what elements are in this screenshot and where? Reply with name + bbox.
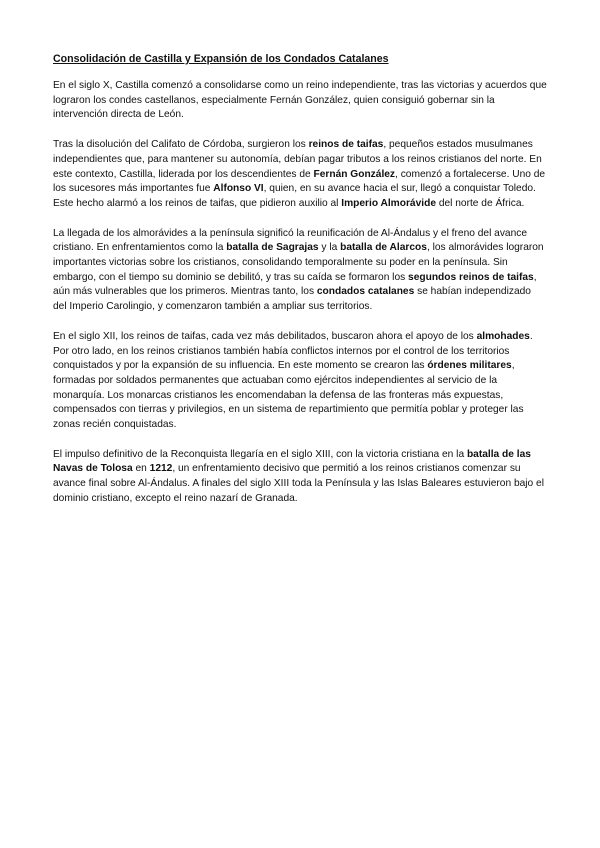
paragraph-text: , aún más vulnerables que los primeros. Mientras tanto, los	[53, 271, 537, 298]
paragraph-text: Tras la disolución del Califato de Córdoba, surgieron los	[53, 139, 309, 151]
paragraph-text: y la	[318, 242, 341, 254]
document-body	[53, 79, 547, 507]
paragraph-text: , comenzó a fortalecerse. Uno de los sucesores más importantes fue	[53, 168, 546, 195]
bold-term: batalla de Sagrajas	[226, 242, 319, 254]
bold-term: condados catalanes	[316, 286, 415, 298]
paragraph	[53, 79, 547, 123]
paragraph-text: , pequeños estados musulmanes independientes que, para mantener su autonomía, debían pagar tributos a los reinos cristianos del norte. En este contexto, Castilla, liderada por los descendientes de	[53, 139, 542, 180]
bold-term: batalla de Alarcos	[340, 242, 427, 254]
paragraph-text: El impulso definitivo de la Reconquista llegaría en el siglo XIII, con la victoria cristiana en la	[53, 448, 467, 460]
bold-term: almohades	[476, 330, 530, 342]
bold-term: Alfonso VI	[213, 183, 264, 195]
bold-term: órdenes militares	[427, 360, 512, 372]
paragraph	[53, 138, 547, 212]
paragraph-text: En el siglo X, Castilla comenzó a consolidarse como un reino independiente, tras las victorias y acuerdos que lograron los condes castellanos, especialmente Fernán González, quien consiguió gobernar sin la intervención directa de León.	[53, 80, 547, 121]
bold-term: batalla de las Navas de Tolosa	[53, 448, 531, 475]
bold-term: 1212	[149, 463, 173, 475]
document-title: Consolidación de Castilla y Expansión de los Condados Catalanes	[53, 53, 389, 65]
paragraph	[53, 330, 547, 433]
paragraph-text: , un enfrentamiento decisivo que permitió a los reinos cristianos comenzar su avance final sobre Al-Ándalus. A finales del siglo XIII toda la Península y las Islas Baleares estuvieron bajo el dominio cristiano, excepto el reino nazarí de Granada.	[53, 463, 544, 504]
paragraph-text: En el siglo XII, los reinos de taifas, cada vez más debilitados, buscaron ahora el apoyo de los	[53, 330, 477, 342]
paragraph-text: se habían independizado del Imperio Carolingio, y comenzaron también a ampliar sus territorios.	[53, 286, 531, 313]
paragraph-text: , formadas por soldados permanentes que actuaban como ejércitos independientes al servicio de la monarquía. Los monarcas cristianos les encomendaban la defensa de las fronteras más expuestas, compensados con tierras y privilegios, en un sistema de repartimiento que permitía poblar y proteger las zonas recién conquistadas.	[53, 360, 524, 431]
paragraph	[53, 227, 547, 315]
bold-term: Imperio Almorávide	[341, 197, 436, 209]
paragraph	[53, 448, 547, 507]
bold-term: segundos reinos de taifas	[408, 271, 534, 283]
bold-term: reinos de taifas	[308, 139, 384, 151]
document-page	[53, 52, 547, 522]
paragraph-text: en	[132, 463, 150, 475]
paragraph-text: , quien, en su avance hacia el sur, llegó a conquistar Toledo. Este hecho alarmó a los reinos de taifas, que pidieron auxilio al	[53, 183, 536, 209]
paragraph-text: La llegada de los almorávides a la península significó la reunificación de Al-Ándalus y el freno del avance cristiano. En enfrentamientos como la	[53, 227, 528, 254]
bold-term: Fernán González	[313, 168, 396, 180]
paragraph-text: . Por otro lado, en los reinos cristianos también había conflictos internos por el control de los territorios conquistados y por la expansión de su influencia. En este momento se crearon las	[53, 330, 533, 372]
paragraph-text: , los almorávides lograron importantes victorias sobre los cristianos, consolidando temporalmente su poder en la península. Sin embargo, con el tiempo su dominio se debilitó, y tras su caída se formaron los	[53, 242, 544, 283]
paragraph-text: del norte de África.	[435, 197, 525, 209]
